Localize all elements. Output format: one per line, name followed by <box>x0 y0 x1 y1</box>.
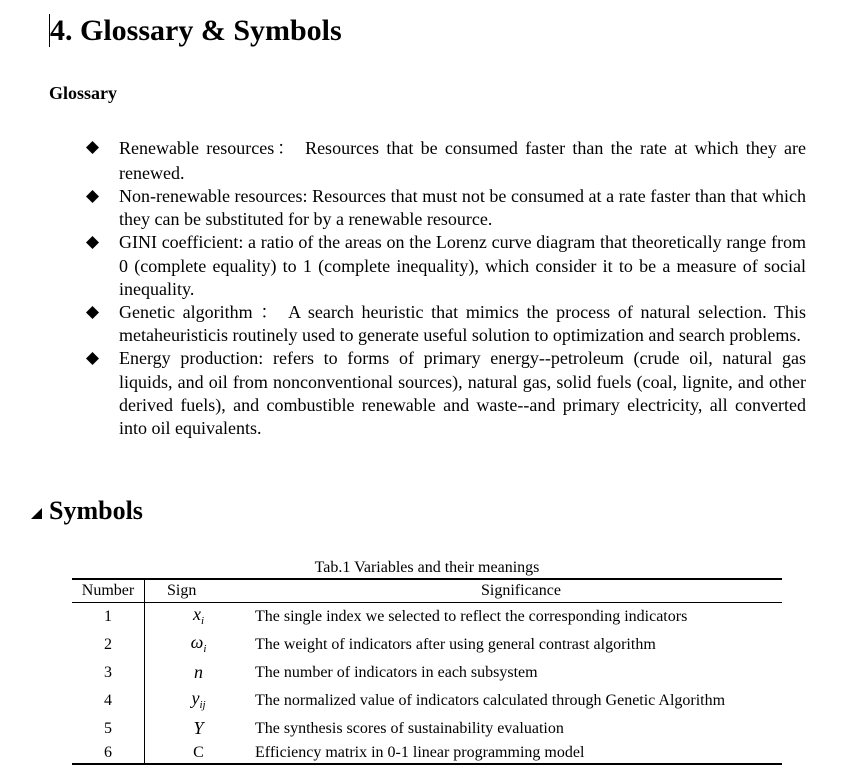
cell-significance: The normalized value of indicators calculated through Genetic Algorithm <box>255 692 726 709</box>
cell-number: 5 <box>72 715 145 743</box>
cell-number: 2 <box>72 631 145 659</box>
glossary-definition: Resources that must not be consumed at a rate faster than that which they can be substituted for by a renewable resource. <box>119 186 806 230</box>
cell-number: 4 <box>72 687 145 715</box>
glossary-term: Genetic algorithm ： <box>119 302 282 323</box>
cell-significance: Efficiency matrix in 0-1 linear programming model <box>255 744 585 761</box>
symbol-base: x <box>192 603 201 624</box>
symbol-subscript: i <box>203 642 207 655</box>
diamond-bullet-icon <box>86 190 99 203</box>
header-number: Number <box>72 579 145 603</box>
cell-sign <box>145 659 253 687</box>
glossary-term: Non-renewable resources: <box>119 186 308 206</box>
symbol-subscript: ij <box>199 698 206 711</box>
cell-sign <box>145 743 253 764</box>
symbol-glyph <box>191 687 206 711</box>
diamond-bullet-icon <box>86 236 99 249</box>
cell-number: 1 <box>72 603 145 632</box>
table-header-row <box>72 579 782 603</box>
symbol-glyph <box>194 662 203 682</box>
table-row <box>72 715 782 743</box>
glossary-item <box>84 347 806 440</box>
glossary-term: Renewable resources： <box>119 138 298 158</box>
section-title: 4. Glossary & Symbols <box>50 14 342 47</box>
cell-significance: The weight of indicators after using general contrast algorithm <box>255 636 656 653</box>
glossary-list <box>84 136 806 440</box>
glossary-term: GINI coefficient: <box>119 232 244 253</box>
glossary-definition: a ratio of the areas on the Lorenz curve diagram that theoretically range from 0 (complete equality) to 1 (complete inequality), which consider it to be a measure of social inequality. <box>119 232 806 299</box>
glossary-heading: Glossary <box>49 83 118 103</box>
table-row <box>72 603 782 632</box>
cell-significance: The number of indicators in each subsystem <box>255 664 538 681</box>
diamond-bullet-icon <box>86 352 99 365</box>
table-row <box>72 743 782 764</box>
glossary-term: Energy production: <box>119 348 264 369</box>
header-significance: Significance <box>252 579 782 603</box>
symbol-base: n <box>194 662 203 682</box>
glossary-item <box>84 301 806 347</box>
symbol-base: ω <box>190 631 204 652</box>
collapse-triangle-icon[interactable] <box>30 495 44 527</box>
symbol-glyph <box>193 718 203 738</box>
symbol-base: y <box>191 687 200 708</box>
cell-sign <box>145 603 253 632</box>
diamond-bullet-icon <box>86 141 99 154</box>
cell-sign <box>145 631 253 659</box>
glossary-item <box>84 136 806 185</box>
table-row <box>72 631 782 659</box>
glossary-definition: Resources that be consumed faster than the rate at which they are renewed. <box>119 138 806 183</box>
table-row <box>72 659 782 687</box>
glossary-definition: A search heuristic that mimics the process of natural selection. This metaheuristicis routinely used to generate useful solution to optimization and search problems. <box>119 302 806 346</box>
cell-sign <box>145 687 253 715</box>
symbol-subscript: i <box>200 614 205 627</box>
glossary-definition: refers to forms of primary energy--petroleum (crude oil, natural gas liquids, and oil from nonconventional sources), natural gas, solid fuels (coal, lignite, and other derived fuels), and combustible renewable and waste--and primary electricity, all converted into oil equivalents. <box>119 348 807 439</box>
cell-significance: The synthesis scores of sustainability evaluation <box>255 720 564 737</box>
cell-number: 3 <box>72 659 145 687</box>
table-caption: Tab.1 Variables and their meanings <box>314 559 540 576</box>
glossary-item <box>84 185 806 231</box>
symbol-glyph <box>193 744 204 761</box>
symbols-table <box>72 578 782 765</box>
cell-significance: The single index we selected to reflect the corresponding indicators <box>255 608 688 625</box>
symbol-base: Y <box>193 718 204 738</box>
symbol-glyph <box>190 631 207 655</box>
diamond-bullet-icon <box>86 306 99 319</box>
glossary-item <box>84 231 806 301</box>
cell-sign <box>145 715 253 743</box>
symbol-base: C <box>193 744 204 761</box>
symbol-glyph <box>192 603 205 627</box>
cell-number: 6 <box>72 743 145 764</box>
table-row <box>72 687 782 715</box>
symbols-heading-text: Symbols <box>49 496 143 525</box>
header-sign: Sign <box>145 579 253 603</box>
symbols-heading <box>30 495 143 529</box>
